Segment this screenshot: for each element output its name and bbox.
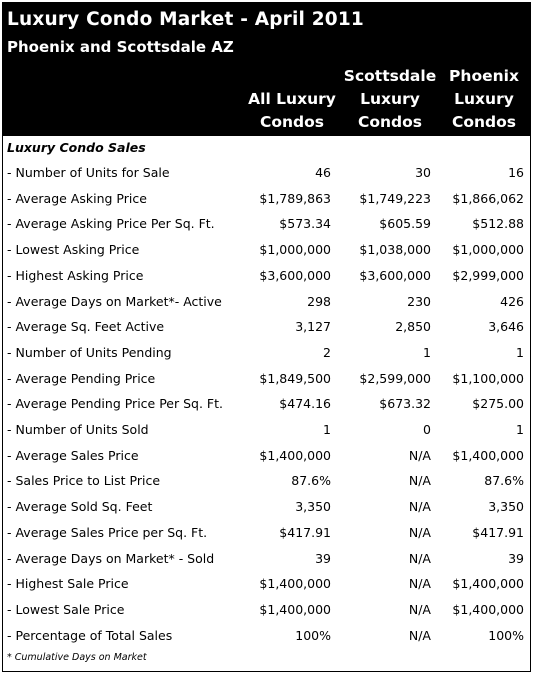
row-label: - Number of Units Pending [7, 344, 172, 360]
value-scottsdale: 1 [423, 344, 431, 360]
table-row [2, 289, 531, 315]
table-row [2, 340, 531, 366]
row-label: - Average Days on Market*- Active [7, 293, 222, 309]
value-scottsdale: N/A [408, 627, 431, 643]
row-label: - Number of Units Sold [7, 422, 149, 437]
value-scottsdale: 230 [407, 293, 431, 309]
value-all-luxury: $1,789,863 [259, 190, 331, 206]
value-all-luxury: $1,400,000 [259, 447, 331, 463]
table-row [2, 571, 531, 597]
value-phoenix: 100% [488, 627, 524, 643]
value-scottsdale: N/A [408, 473, 431, 489]
value-phoenix: $1,400,000 [452, 576, 524, 592]
value-all-luxury: 46 [315, 165, 331, 180]
value-phoenix: $2,999,000 [452, 267, 524, 283]
row-label: - Sales Price to List Price [7, 473, 161, 489]
table-row [2, 623, 531, 649]
value-all-luxury: $1,400,000 [259, 601, 331, 617]
value-scottsdale: N/A [408, 601, 431, 617]
column-header-scottsdale [335, 65, 445, 134]
table-row [2, 237, 531, 263]
value-scottsdale: $673.32 [379, 396, 431, 412]
row-label: - Average Pending Price Per Sq. Ft. [7, 396, 223, 412]
column-header-line: Luxury [454, 90, 514, 108]
row-label: - Lowest Sale Price [7, 601, 125, 617]
value-phoenix: $417.91 [472, 524, 524, 540]
column-header-all-luxury [234, 88, 350, 134]
value-phoenix: 39 [508, 550, 524, 566]
row-label: - Highest Sale Price [7, 576, 129, 592]
value-all-luxury: 1 [323, 422, 331, 437]
value-all-luxury: 2 [323, 344, 331, 360]
row-label: - Highest Asking Price [7, 267, 144, 283]
value-phoenix: 1 [516, 344, 524, 360]
value-phoenix: $1,400,000 [452, 601, 524, 617]
value-scottsdale: $1,038,000 [359, 242, 431, 258]
value-all-luxury: $1,849,500 [259, 370, 331, 386]
row-label: - Average Asking Price [7, 190, 147, 206]
table-row [2, 597, 531, 623]
row-label: - Average Sales Price per Sq. Ft. [7, 524, 208, 540]
value-scottsdale: $605.59 [379, 216, 431, 232]
row-label: - Average Pending Price [7, 370, 156, 386]
column-header-line: Scottsdale [343, 67, 437, 85]
column-header-phoenix [434, 65, 534, 134]
row-label: - Average Days on Market* - Sold [7, 550, 215, 566]
table-row [2, 520, 531, 546]
table-row [2, 391, 531, 417]
value-scottsdale: N/A [408, 447, 431, 463]
value-phoenix: $1,400,000 [452, 447, 524, 463]
column-header-line: All Luxury [248, 90, 336, 108]
row-label: - Average Sales Price [7, 447, 139, 463]
report-title: Luxury Condo Market - April 2011 [7, 9, 365, 30]
table-row [2, 366, 531, 392]
value-all-luxury: $417.91 [279, 524, 331, 540]
table-row [2, 211, 531, 237]
row-label: - Average Sold Sq. Feet [7, 499, 153, 515]
value-phoenix: 1 [516, 422, 524, 437]
table-row [2, 468, 531, 494]
value-all-luxury: $3,600,000 [259, 267, 331, 283]
value-all-luxury: 298 [307, 293, 331, 309]
section-title: Luxury Condo Sales [7, 140, 146, 155]
value-phoenix: 3,350 [488, 499, 524, 515]
column-header-line: Condos [259, 113, 325, 131]
table-row [2, 314, 531, 340]
table-row [2, 417, 531, 443]
row-label: - Lowest Asking Price [7, 242, 140, 258]
row-label: - Number of Units for Sale [7, 165, 170, 180]
value-phoenix: 3,646 [488, 319, 524, 335]
value-scottsdale: 0 [423, 422, 431, 437]
value-all-luxury: $474.16 [279, 396, 331, 412]
value-phoenix: 426 [500, 293, 524, 309]
value-scottsdale: N/A [408, 550, 431, 566]
value-phoenix: 87.6% [484, 473, 524, 489]
column-header-line: Condos [451, 113, 517, 131]
table-row [2, 263, 531, 289]
table-header [2, 2, 531, 136]
value-all-luxury: $1,000,000 [259, 242, 331, 258]
table-row [2, 494, 531, 520]
value-scottsdale: N/A [408, 576, 431, 592]
table-row [2, 443, 531, 469]
value-all-luxury: 3,127 [295, 319, 331, 335]
value-phoenix: 16 [508, 165, 524, 180]
column-header-line: Phoenix [449, 67, 519, 85]
column-header-line: Condos [357, 113, 423, 131]
value-all-luxury: $1,400,000 [259, 576, 331, 592]
table-row [2, 186, 531, 212]
value-all-luxury: 39 [315, 550, 331, 566]
value-scottsdale: N/A [408, 499, 431, 515]
row-label: - Average Sq. Feet Active [7, 319, 165, 335]
table-row [2, 546, 531, 572]
value-scottsdale: 30 [415, 165, 431, 180]
value-all-luxury: 100% [295, 627, 331, 643]
value-all-luxury: 87.6% [291, 473, 331, 489]
report-subtitle: Phoenix and Scottsdale AZ [7, 38, 234, 56]
value-phoenix: $1,100,000 [452, 370, 524, 386]
row-label: - Average Asking Price Per Sq. Ft. [7, 216, 215, 232]
column-header-line: Luxury [360, 90, 420, 108]
value-phoenix: $1,866,062 [452, 190, 524, 206]
value-all-luxury: 3,350 [295, 499, 331, 515]
footnote: * Cumulative Days on Market [7, 652, 147, 663]
value-scottsdale: 2,850 [395, 319, 431, 335]
value-scottsdale: $2,599,000 [359, 370, 431, 386]
value-phoenix: $275.00 [472, 396, 524, 412]
row-label: - Percentage of Total Sales [7, 627, 173, 643]
value-scottsdale: $3,600,000 [359, 267, 431, 283]
value-phoenix: $512.88 [472, 216, 524, 232]
value-phoenix: $1,000,000 [452, 242, 524, 258]
value-all-luxury: $573.34 [279, 216, 331, 232]
condo-market-table [2, 2, 531, 672]
table-row [2, 160, 531, 186]
value-scottsdale: $1,749,223 [359, 190, 431, 206]
value-scottsdale: N/A [408, 524, 431, 540]
